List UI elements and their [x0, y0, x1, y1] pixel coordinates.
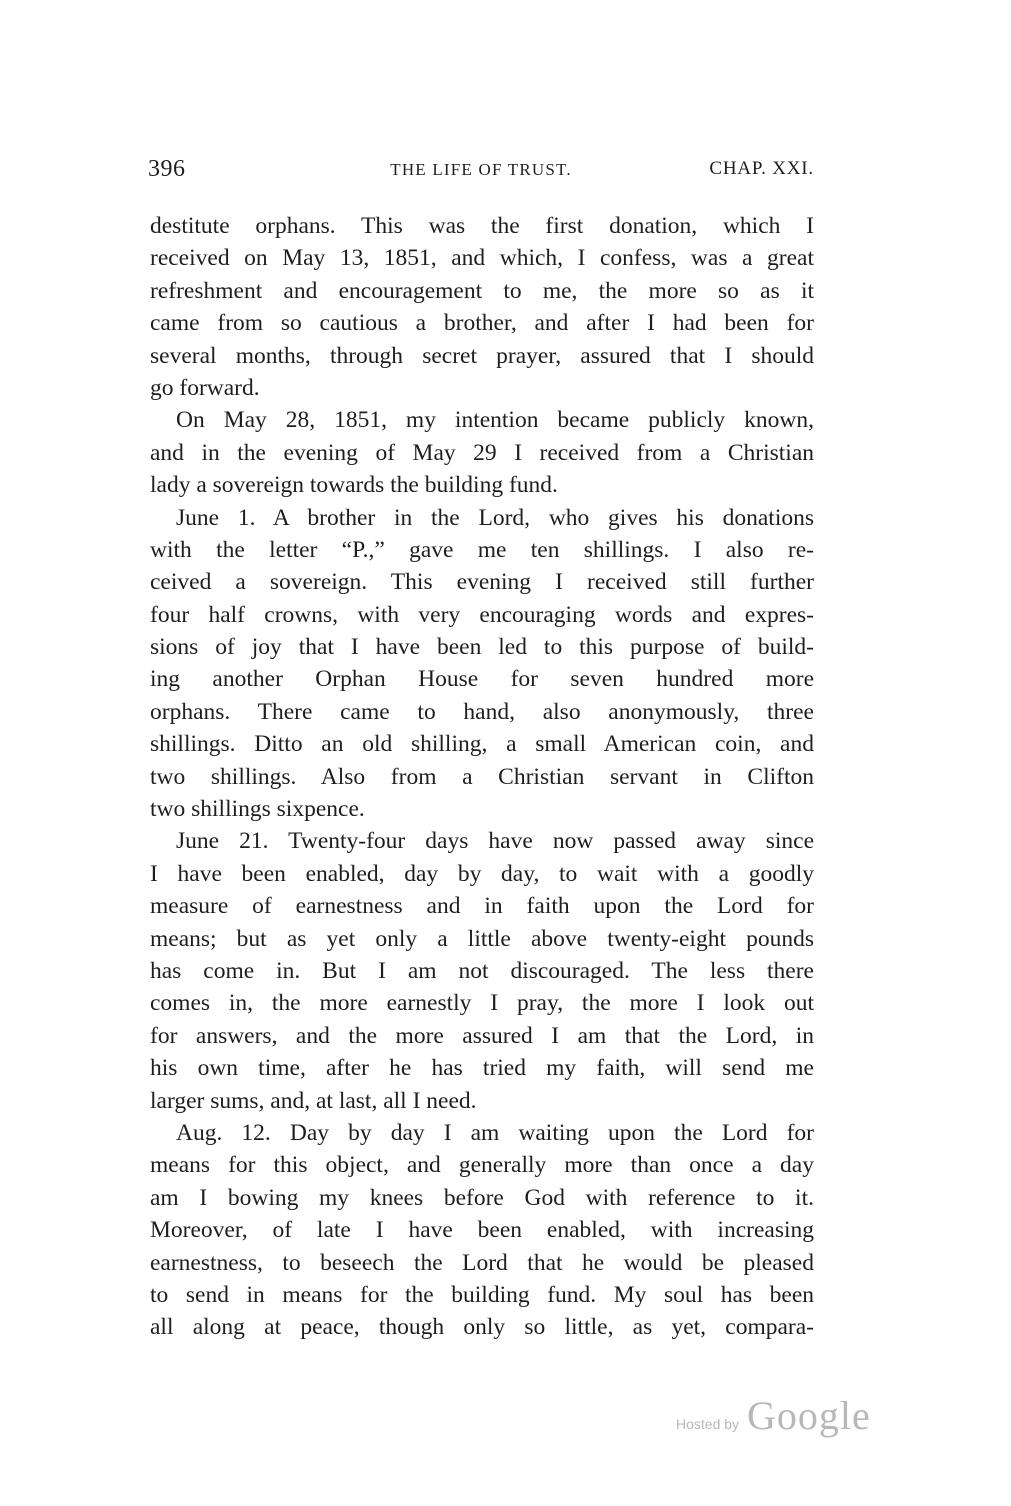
google-watermark [676, 1392, 871, 1440]
text-line: sions of joy that I have been led to this purpose of build- [150, 634, 814, 661]
page-number: 396 [148, 156, 186, 182]
text-line: ceived a sovereign. This evening I received still further [150, 569, 814, 596]
text-line: go forward. [150, 374, 260, 401]
text-line: comes in, the more earnestly I pray, the more I look out [150, 990, 814, 1017]
text-line: four half crowns, with very encouraging words and expres- [150, 601, 814, 628]
text-line: am I bowing my knees before God with reference to it. [150, 1184, 814, 1211]
book-title: THE LIFE OF TRUST. [390, 160, 572, 179]
text-line: lady a sovereign towards the building fund. [150, 472, 558, 499]
text-line: shillings. Ditto an old shilling, a small American coin, and [150, 731, 814, 758]
text-line: Aug. 12. Day by day I am waiting upon the Lord for [176, 1119, 814, 1146]
text-line: for answers, and the more assured I am that the Lord, in [150, 1022, 814, 1049]
text-line: has come in. But I am not discouraged. The less there [150, 957, 814, 984]
text-line: June 21. Twenty-four days have now passed away since [176, 828, 814, 855]
running-head [148, 156, 814, 190]
text-line: On May 28, 1851, my intention became publicly known, [176, 407, 814, 434]
body-text [150, 210, 814, 1344]
text-line: two shillings. Also from a Christian servant in Clifton [150, 763, 814, 790]
text-line: came from so cautious a brother, and after I had been for [150, 310, 814, 337]
text-line: received on May 13, 1851, and which, I confess, was a great [150, 245, 814, 272]
text-line: means for this object, and generally more than once a day [150, 1152, 814, 1179]
google-logo: Google [747, 1393, 871, 1438]
text-line: earnestness, to beseech the Lord that he would be pleased [150, 1249, 814, 1276]
text-line: with the letter “P.,” gave me ten shillings. I also re- [150, 536, 814, 563]
text-line: several months, through secret prayer, assured that I should [150, 342, 814, 369]
text-line: larger sums, and, at last, all I need. [150, 1087, 477, 1114]
text-line: all along at peace, though only so little, as yet, compara- [150, 1314, 814, 1341]
text-line: Moreover, of late I have been enabled, with increasing [150, 1217, 814, 1244]
text-line: measure of earnestness and in faith upon the Lord for [150, 893, 814, 920]
text-line: orphans. There came to hand, also anonymously, three [150, 698, 814, 725]
text-line: and in the evening of May 29 I received from a Christian [150, 439, 814, 466]
hosted-by-label: Hosted by [676, 1416, 740, 1432]
text-line: destitute orphans. This was the first donation, which I [150, 213, 814, 239]
text-line: to send in means for the building fund. My soul has been [150, 1281, 814, 1308]
text-line: I have been enabled, day by day, to wait with a goodly [150, 860, 814, 887]
text-line: June 1. A brother in the Lord, who gives his donations [176, 504, 814, 531]
chapter-label: CHAP. XXI. [709, 158, 814, 179]
text-line: ing another Orphan House for seven hundred more [150, 666, 814, 693]
text-line: refreshment and encouragement to me, the more so as it [150, 277, 814, 304]
text-line: two shillings sixpence. [150, 796, 365, 823]
text-line: means; but as yet only a little above twenty-eight pounds [150, 925, 814, 952]
text-line: his own time, after he has tried my faith, will send me [150, 1055, 814, 1082]
